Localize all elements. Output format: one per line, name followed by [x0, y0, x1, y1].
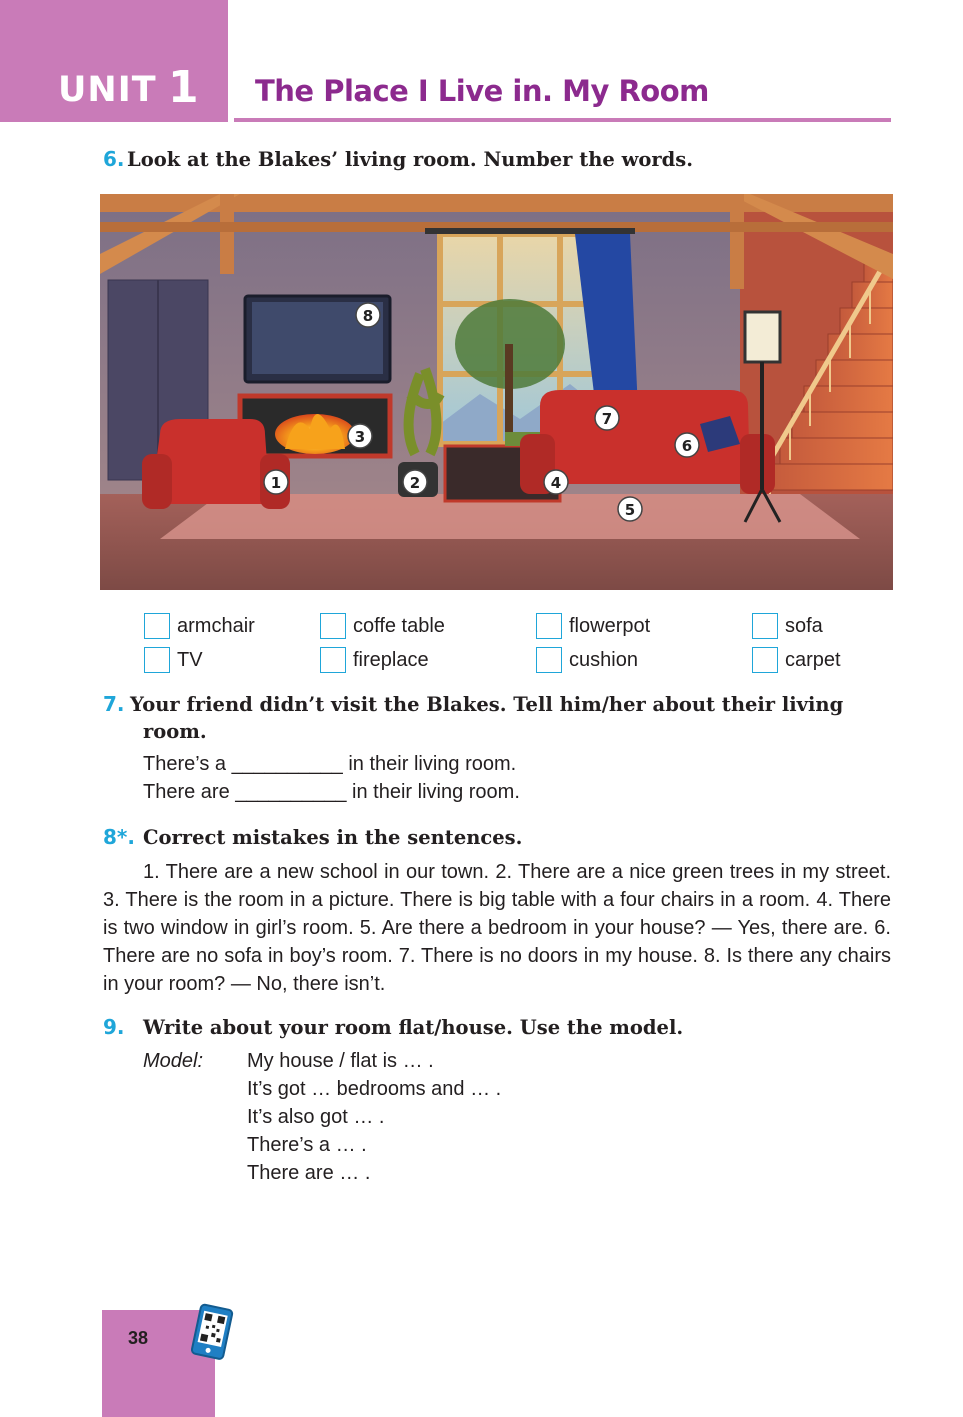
- word-fireplace: fireplace: [353, 649, 429, 671]
- model-line: It’s got … bedrooms and … .: [247, 1078, 502, 1100]
- title-underline: [234, 118, 891, 122]
- svg-text:5: 5: [624, 501, 636, 519]
- word-carpet: carpet: [785, 649, 841, 671]
- exercise-8-text: 1. There are a new school in our town. 2. There are a nice green trees in my street. 3. There is the room in a picture. There is big table with a four chairs in a room. 4. There is two window in girl’s room. 5. Are there a bedroom in your house? — Yes, there are. 6. There are no sofa in boy’s room. 7. There is no doors in my house. 8. Is there any chairs in your room? — No, there isn’t.: [103, 861, 891, 995]
- exercise-6-number: 6.: [103, 147, 125, 171]
- word-tv: TV: [177, 649, 203, 671]
- exercise-9-number: 9.: [103, 1015, 125, 1039]
- marker-4: [544, 470, 568, 494]
- living-room-illustration: [100, 194, 893, 590]
- svg-text:2: 2: [409, 474, 421, 492]
- checkbox-flowerpot[interactable]: [536, 613, 562, 639]
- word-armchair: armchair: [177, 615, 255, 637]
- exercise-7-heading-line1: Your friend didn’t visit the Blakes. Tell him/her about their living: [130, 693, 844, 716]
- checkbox-sofa[interactable]: [752, 613, 778, 639]
- svg-text:4: 4: [550, 474, 562, 492]
- svg-text:8: 8: [362, 307, 374, 325]
- checkbox-coffe-table[interactable]: [320, 613, 346, 639]
- exercise-7-line1: There’s a __________ in their living room.: [143, 753, 517, 775]
- marker-2: [403, 470, 427, 494]
- checkbox-cushion[interactable]: [536, 647, 562, 673]
- word-cushion: cushion: [569, 649, 638, 671]
- marker-1: [264, 470, 288, 494]
- checkbox-carpet[interactable]: [752, 647, 778, 673]
- exercise-6-heading: Look at the Blakes’ living room. Number the words.: [127, 148, 694, 171]
- marker-7: [595, 406, 619, 430]
- phone-qr-code-icon: [190, 1303, 236, 1361]
- svg-text:7: 7: [601, 410, 613, 428]
- svg-text:3: 3: [354, 428, 366, 446]
- word-flowerpot: flowerpot: [569, 615, 651, 637]
- checkbox-tv[interactable]: [144, 647, 170, 673]
- unit-label: UNIT: [58, 70, 157, 110]
- model-line: My house / flat is … .: [247, 1050, 434, 1072]
- model-label: Model:: [143, 1050, 204, 1072]
- word-sofa: sofa: [785, 615, 823, 637]
- exercise-9-heading: Write about your room flat/house. Use the model.: [143, 1016, 684, 1039]
- exercise-8-heading: Correct mistakes in the sentences.: [143, 826, 523, 849]
- exercise-8-number: 8*.: [103, 825, 135, 849]
- checkbox-fireplace[interactable]: [320, 647, 346, 673]
- marker-8: [356, 303, 380, 327]
- unit-number: 1: [168, 62, 199, 113]
- svg-text:1: 1: [270, 474, 282, 492]
- word-coffe-table: coffe table: [353, 615, 445, 637]
- exercise-7-number: 7.: [103, 692, 125, 716]
- svg-text:6: 6: [681, 437, 693, 455]
- model-line: There are … .: [247, 1162, 371, 1184]
- marker-5: [618, 497, 642, 521]
- page-title: The Place I Live in. My Room: [255, 74, 709, 108]
- marker-3: [348, 424, 372, 448]
- marker-6: [675, 433, 699, 457]
- model-line: There’s a … .: [247, 1134, 367, 1156]
- exercise-7-heading-line2: room.: [143, 720, 207, 743]
- model-line: It’s also got … .: [247, 1106, 385, 1128]
- checkbox-armchair[interactable]: [144, 613, 170, 639]
- page-number: 38: [128, 1328, 149, 1348]
- exercise-7-line2: There are __________ in their living room.: [143, 781, 520, 803]
